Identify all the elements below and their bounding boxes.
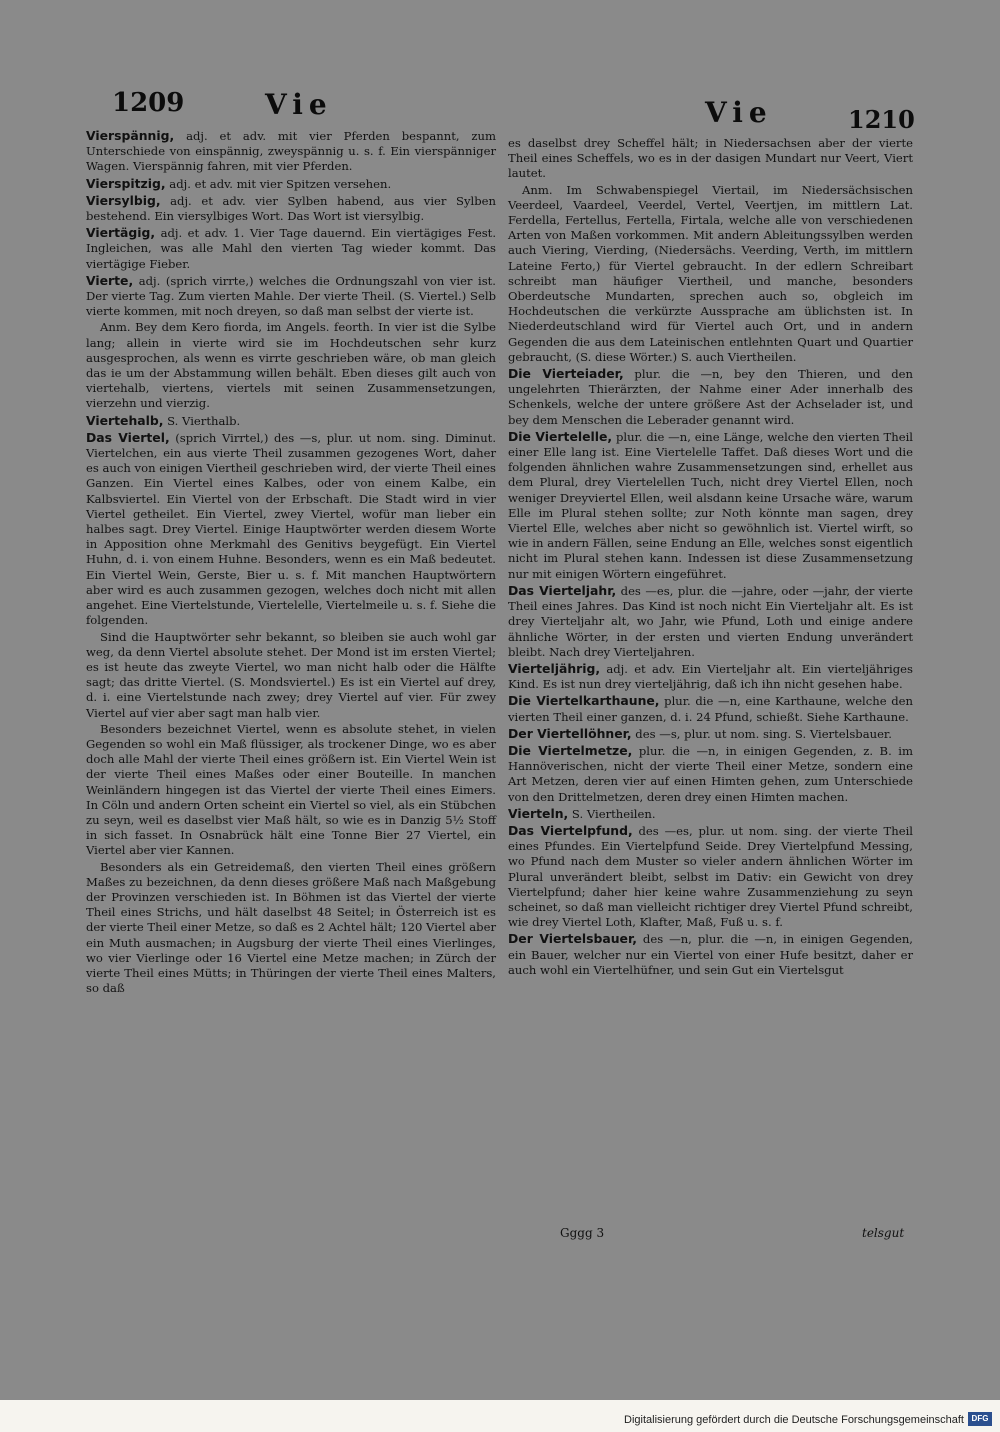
page-number-left: 1209: [112, 88, 185, 118]
entry-definition: S. Vierthalb.: [163, 413, 241, 428]
dictionary-entry: [508, 583, 913, 660]
running-head-right: Vie: [705, 96, 773, 129]
entry-headword: Der Viertelsbauer,: [508, 931, 637, 947]
dictionary-entry: [86, 273, 496, 320]
entry-headword: Vierte,: [86, 272, 134, 288]
footer-credit: Digitalisierung gefördert durch die Deutsche Forschungsgemeinschaft: [624, 1414, 964, 1426]
entry-definition: des —n, plur. die —n, in einigen Gegenden, ein Bauer, welcher nur ein Viertel von einer Hufe besitzt, daher er auch wohl ein Viertelhüfner, und sein Gut ein Viertelsgut: [508, 932, 913, 977]
entry-definition: plur. die —n, eine Länge, welche den vierten Theil einer Elle lang ist. Eine Viertelelle Taffet. Daß dieses Wort und die folgenden ähnlichen wahre Zusammensetzungen sind, erhellet aus dem Plural, drey Viertelellen Tuch, nicht drey Viertel Ellen, noch weniger Dreyviertel Ellen, weil alsdann keine Ursache wäre, warum Elle im Plural stehen sollte; zur Noth könnte man sagen, drey Viertel Elle, welches aber nicht so gewöhnlich ist. Viertel wirft, so wie in andern Fällen, seine Endung an Elle, welches sonst eigentlich nicht im Plural stehen kann. Indessen ist diese Zusammensetzung nur mit einigen Wörtern eingeführet.: [508, 429, 913, 581]
entry-headword: Die Vierteiader,: [508, 366, 624, 382]
entry-headword: Das Viertelpfund,: [508, 822, 633, 838]
entry-definition: adj. et adv. mit vier Pferden bespannt, zum Unterschiede von einspännig, zweyspännig u. s. f. Ein vierspänniger Wagen. Vierspännig fahren, mit vier Pferden.: [86, 129, 496, 174]
dictionary-entry: [86, 430, 496, 629]
entry-headword: Vierteljährig,: [508, 660, 601, 676]
entry-headword: Der Viertellöhner,: [508, 725, 632, 741]
entry-continuation: es daselbst drey Scheffel hält; in Niedersachsen aber der vierte Theil eines Scheffels, wo es in der dasigen Mundart nur Veert, Viert lautet.: [508, 136, 913, 181]
dictionary-entry: [86, 413, 496, 429]
entry-headword: Viertehalb,: [86, 412, 164, 428]
footer-bar: [0, 1400, 1000, 1432]
entry-definition: adj. et adv. Ein Vierteljahr alt. Ein vierteljähriges Kind. Es ist nun drey vierteljährig, daß ich ihn nicht gesehen habe.: [508, 661, 913, 692]
dictionary-entry: [508, 693, 913, 724]
printer-signature: Gggg 3: [560, 1226, 605, 1240]
entry-definition: adj. (sprich virrte,) welches die Ordnungszahl von vier ist. Der vierte Tag. Zum vierten Mahle. Der vierte Theil. (S. Viertel.) Selb vierte kommen, mit noch dreyen, so daß man selbst der vierte ist.: [86, 273, 496, 319]
entry-headword: Die Viertelmetze,: [508, 742, 633, 758]
entry-definition: plur. die —n, in einigen Gegenden, z. B. im Hannöverischen, nicht der vierte Theil einer Metze, sondern eine Art Metzen, deren vier auf einen Himten gehen, zum Unterschiede von den Drittelmetzen, deren drey einen Himten machen.: [508, 743, 913, 804]
entry-paragraph: Besonders als ein Getreidemaß, den vierten Theil eines größern Maßes zu bezeichnen, da denn dieses größere Maß nach Maßgebung der Provinzen verschieden ist. In Böhmen ist das Viertel der vierte Theil eines Strichs, und hält daselbst 48 Seitel; in Österreich ist es der vierte Theil einer Metze, so daß es 2 Achtel hält; 120 Viertel aber ein Muth ausmachen; in Augsburg der vierte Theil eines Vierlinges, wo vier Vierlinge oder 16 Viertel eine Metze machen; in Zürch der vierte Theil eines Mütts; in Thüringen der vierte Theil eines Malters, so daß: [86, 859, 496, 996]
entry-definition: des —es, plur. die —jahre, oder —jahr, der vierte Theil eines Jahres. Das Kind ist noch nicht Ein Vierteljahr alt. Es ist drey Vierteljahr alt, wo Jahr, wie Pfund, Loth und einige andere ähnliche Wörter, in der ersten und vierten Endung unverändert bleibt. Nach drey Vierteljahren.: [508, 583, 913, 659]
entry-headword: Das Vierteljahr,: [508, 582, 617, 598]
entry-definition: plur. die —n, eine Karthaune, welche den vierten Theil einer ganzen, d. i. 24 Pfund, schießt. Siehe Karthaune.: [508, 694, 913, 724]
dictionary-entry: [508, 931, 913, 978]
entry-definition: des —es, plur. ut nom. sing. der vierte Theil eines Pfundes. Ein Viertelpfund Seide. Drey Viertelpfund Messing, wo Pfund nach dem Muster so vieler andern ähnlichen Wörter im Plural unverändert bleibt, selbst im Dativ: ein Gewicht von drey Viertelpfund; daher hier keine wahre Zusammenziehung zu seyn scheinet, so daß man vielleicht richtiger drey Viertel Pfund schreibt, wie drey Viertel Loth, Klafter, Maß, Fuß u. s. f.: [508, 823, 913, 930]
dictionary-entry: [86, 225, 496, 272]
entry-headword: Viertägig,: [86, 225, 156, 241]
entry-paragraph: Anm. Im Schwabenspiegel Viertail, im Niedersächsischen Veerdeel, Vaardeel, Veerdel, Vertel, Veertjen, im mittlern Lat. Ferdella, Fertellus, Fertella, Firtala, welche alle von verschiedenen Arten von Maßen vorkommen. Mit andern Ableitungssylben werden auch Viering, Vierding, (Niedersächs. Veerding, Verth, im mittlern Lateine Ferto,) für Viertel gebraucht. In der edlern Schreibart schreibt man häufiger Viertheil, und manche, besonders Oberdeutsche Mundarten, sprechen auch so, obgleich im Hochdeutschen die verkürzte Aussprache am üblichsten ist. In Niederdeutschland wird für Viertel auch Ort, und in andern Gegenden die aus dem Lateinischen entlehnten Quart und Quartier gebraucht, (S. diese Wörter.) S. auch Viertheilen.: [508, 182, 913, 364]
entry-definition: (sprich Virrtel,) des —s, plur. ut nom. sing. Diminut. Viertelchen, ein aus vierte Theil zusammen gezogenes Wort, daher es auch von einigen Viertheil geschrieben wird, der vierte Theil eines Ganzen. Ein Viertel eines Kalbes, oder von einem Kalbe, ein Kalbsviertel. Ein Viertel von der Erbschaft. Die Stadt wird in vier Viertel getheilet. Ein Viertel, zwey Viertel, wofür man lieber ein halbes sagt. Drey Viertel. Einige Hauptwörter werden diesem Worte in Apposition ohne Merkmahl des Genitivs beygefügt. Ein Viertel Huhn, d. i. von einem Huhne. Besonders, wenn es ein Maß bedeutet. Ein Viertel Wein, Gerste, Bier u. s. f. Mit manchen Hauptwörtern aber wird es auch zusammen gezogen, welches doch nicht mit allen angehet. Eine Viertelstunde, Viertelelle, Viertelmeile u. s. f. Siehe die folgenden.: [86, 430, 497, 628]
dictionary-entry: [508, 726, 913, 742]
dictionary-entry: [508, 823, 913, 930]
entry-headword: Die Viertelelle,: [508, 428, 613, 444]
entry-headword: Vierteln,: [508, 805, 569, 821]
right-column: [508, 136, 913, 979]
entry-definition: adj. et adv. vier Sylben habend, aus vier Sylben bestehend. Ein viersylbiges Wort. Das Wort ist viersylbig.: [86, 193, 496, 224]
dfg-logo-icon: DFG: [968, 1412, 992, 1426]
dictionary-entry: [508, 366, 913, 428]
dictionary-entry: [86, 128, 496, 175]
left-column: [86, 128, 496, 997]
entry-paragraph: Sind die Hauptwörter sehr bekannt, so bleiben sie auch wohl gar weg, da denn Viertel absolute stehet. Der Mond ist im ersten Viertel; es ist heute das zweyte Viertel, wo man nicht halb oder die Hälfte sagt; das dritte Viertel. (S. Mondsviertel.) Es ist ein Viertel auf drey, d. i. eine Viertelstunde nach zwey; drey Viertel auf vier. Für zwey Viertel auf vier aber sagt man halb vier.: [86, 629, 496, 720]
dictionary-entry: [508, 429, 913, 582]
entry-headword: Vierspitzig,: [86, 175, 166, 191]
entry-definition: S. Viertheilen.: [568, 806, 656, 821]
entry-headword: Viersylbig,: [86, 192, 161, 208]
entry-headword: Das Viertel,: [86, 429, 170, 445]
entry-paragraph: Besonders bezeichnet Viertel, wenn es absolute stehet, in vielen Gegenden so wohl ein Maß flüssiger, als trockener Dinge, wo es aber doch alle Mahl der vierte Theil eines größern ist. Ein Viertel Wein ist der vierte Theil eines Maßes oder einer Bouteille. In manchen Weinländern hingegen ist das Viertel der vierte Theil eines Eimers. In Cöln und andern Orten scheint ein Viertel so viel, als ein Stübchen zu seyn, weil es daselbst vier Maß hält, so wie es in Danzig 5½ Stoff in sich fasset. In Osnabrück hält eine Tonne Bier 27 Viertel, ein Viertel aber vier Kannen.: [86, 721, 496, 858]
entry-paragraph: Anm. Bey dem Kero fiorda, im Angels. feorth. In vier ist die Sylbe lang; allein in vierte wird sie im Hochdeutschen sehr kurz ausgesprochen, als wenn es virrte geschrieben wäre, ob man gleich das ie um der Abstammung willen behält. Eben dieses gilt auch von viertehalb, viertens, viertels mit seinen Zusammensetzungen, vierzehn und vierzig.: [86, 320, 496, 411]
entry-definition: plur. die —n, bey den Thieren, und den ungelehrten Thierärzten, der Nahme einer Ader innerhalb des Schenkels, welche der untere größere Ast der Achselader ist, und bey dem Menschen die Leberader genannt wird.: [508, 367, 913, 427]
page-number-right: 1210: [848, 105, 915, 134]
entry-definition: adj. et adv. mit vier Spitzen versehen.: [165, 176, 392, 191]
dictionary-entry: [508, 806, 913, 822]
entry-definition: des —s, plur. ut nom. sing. S. Viertelsbauer.: [631, 726, 892, 741]
dictionary-entry: [508, 661, 913, 692]
dictionary-entry: [508, 743, 913, 805]
entry-headword: Vierspännig,: [86, 128, 175, 143]
entry-definition: adj. et adv. 1. Vier Tage dauernd. Ein viertägiges Fest. Ingleichen, was alle Mahl den vierten Tag wieder kommt. Das viertägige Fieber.: [86, 226, 496, 271]
dictionary-entry: [86, 176, 496, 192]
running-head-left: Vie: [265, 88, 333, 121]
dictionary-entry: [86, 193, 496, 224]
catchword: telsgut: [862, 1226, 905, 1240]
entry-headword: Die Viertelkarthaune,: [508, 693, 660, 709]
